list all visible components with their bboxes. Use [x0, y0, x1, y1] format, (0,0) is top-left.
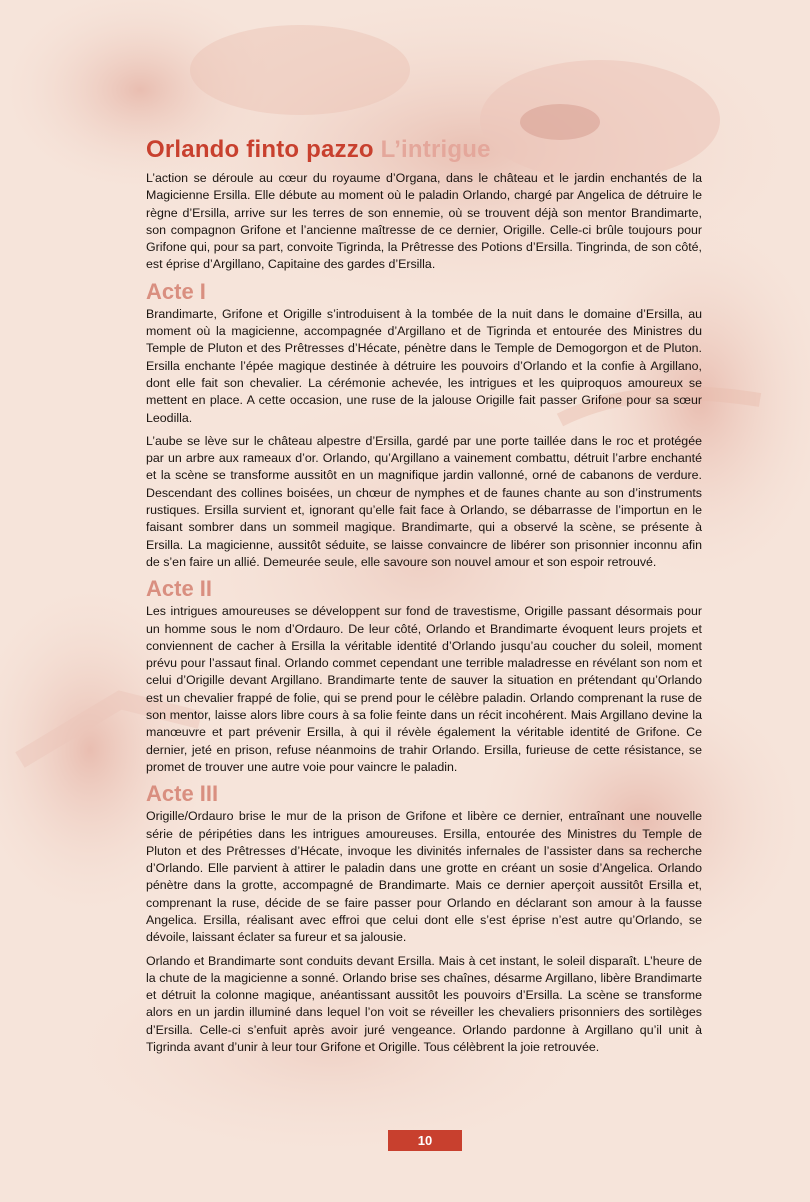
article: [146, 136, 702, 1062]
title-subtitle: L’intrigue: [380, 136, 491, 163]
act-1-paragraph-1: Brandimarte, Grifone et Origille s’introduisent à la tombée de la nuit dans le domaine d’Ersilla, au moment où la magicienne, accompagnée d’Argillano et de Tigrinda et entourée des Ministres du Temple de Pluton et des Prêtresses d’Hécate, pénètre dans le Temple de Demogorgon et de Pluton. Ersilla enchante l’épée magique destinée à détruire les pouvoirs d’Orlando et la confie à Argillano, dont elle fait son chevalier. La cérémonie achevée, les intrigues et les quiproquos amoureux se mettent en place. A cette occasion, une ruse de la jalouse Origille fait passer Grifone pour sa sœur Leodilla.: [146, 306, 702, 425]
act-3-heading: Acte III: [146, 781, 219, 807]
page-title: [146, 136, 702, 164]
intro-paragraph: L’action se déroule au cœur du royaume d’Organa, dans le château et le jardin enchantés de la Magicienne Ersilla. Elle débute au moment où le paladin Orlando, chargé par Angelica de détruire le règne d’Ersilla, arrive sur les terres de son ennemie, où se trouvent déjà son mentor Brandimarte, son compagnon Grifone et l’ancienne maîtresse de ce dernier, Origille. Celle-ci brûle toujours pour Grifone qui, pour sa part, convoite Tigrinda, la Prêtresse des Potions d’Ersilla. Tingrinda, de son côté, est éprise d’Argillano, Capitaine des gardes d’Ersilla.: [146, 171, 702, 272]
act-1-heading: Acte I: [146, 278, 206, 304]
act-2-heading: Acte II: [146, 576, 213, 602]
act-3-paragraph-2: Orlando et Brandimarte sont conduits devant Ersilla. Mais à cet instant, le soleil disparaît. L’heure de la chute de la magicienne a sonné. Orlando brise ses chaînes, désarme Argillano, libère Brandimarte et détruit la colonne magique, anéantissant aussitôt les pouvoirs d’Ersilla. La scène se transforme alors en un jardin illuminé dans lequel l’on voit se réveiller les chevaliers prisonniers des sortilèges d’Ersilla. Celle-ci s’enfuit après avoir juré vengeance. Orlando pardonne à Argillano qu’il unit à Tigrinda avant d’unir à leur tour Grifone et Origille. Tous célèbrent la joie retrouvée.: [146, 953, 702, 1055]
act-3-paragraph-1: Origille/Ordauro brise le mur de la prison de Grifone et libère ce dernier, entraînant une nouvelle série de péripéties dans les intrigues amoureuses. Ersilla, entourée des Ministres du Temple de Pluton et des Prêtresses d’Hécate, invoque les divinités infernales de l’assister dans sa recherche d’Orlando. Elle parvient à attirer le paladin dans une grotte en créant un sosie d’Angelica. Orlando pénètre dans la grotte, accompagné de Brandimarte. Mais ce dernier aperçoit aussitôt Ersilla et, comprenant la ruse, décide de se faire passer pour Orlando en déclarant son amour à la fausse Angelica. Ersilla, réalisant avec effroi que celui dont elle s’est éprise n’est autre qu’Orlando, se dévoile, laissant éclater sa fureur et sa jalousie.: [146, 809, 702, 945]
page-number-badge: 10: [388, 1130, 462, 1151]
title-main: Orlando finto pazzo: [146, 136, 374, 163]
act-2-paragraph-1: Les intrigues amoureuses se développent sur fond de travestisme, Origille passant désormais pour un homme sous le nom d’Ordauro. De leur côté, Orlando et Brandimarte évoquent leurs projets et conviennent de cacher à Ersilla la véritable identité d’Orlando jusqu’au coucher du soleil, moment prévu pour l’assaut final. Orlando commet cependant une terrible maladresse en révélant son nom et celui d’Origille devant Argillano. Brandimarte tente de sauver la situation en prétendant qu’Orlando est un chevalier frappé de folie, qui se prend pour le célèbre paladin. Orlando comprenant la ruse de son mentor, laisse alors libre cours à sa folie feinte dans un récit incohérent. Mais Argillano devine la manœuvre et part prévenir Ersilla, à qui il révèle également la véritable identité de Grifone. Ce dernier, jeté en prison, refuse néanmoins de trahir Orlando. Ersilla, furieuse de cette résistance, se promet de trouver une autre voie pour vaincre le paladin.: [146, 604, 702, 774]
act-1-paragraph-2: L’aube se lève sur le château alpestre d’Ersilla, gardé par une porte taillée dans le roc et protégée par un arbre aux rameaux d’or. Orlando, qu’Argillano a vainement combattu, détruit l’arbre enchanté et la scène se transforme aussitôt en un magnifique jardin vallonné, orné de cabanons de verdure. Descendant des collines boisées, un chœur de nymphes et de faunes chante au son d’instruments rustiques. Ersilla survient et, ignorant qu’elle fait face à Orlando, se débarrasse de l’importun en le faisant sombrer dans un sommeil magique. Brandimarte, qui a observé la scène, se présente à Ersilla. La magicienne, aussitôt séduite, se laisse convaincre de libérer son prisonnier inconnu afin de s’en faire un allié. Demeurée seule, elle savoure son nouvel amour et son espoir retrouvé.: [146, 433, 702, 569]
